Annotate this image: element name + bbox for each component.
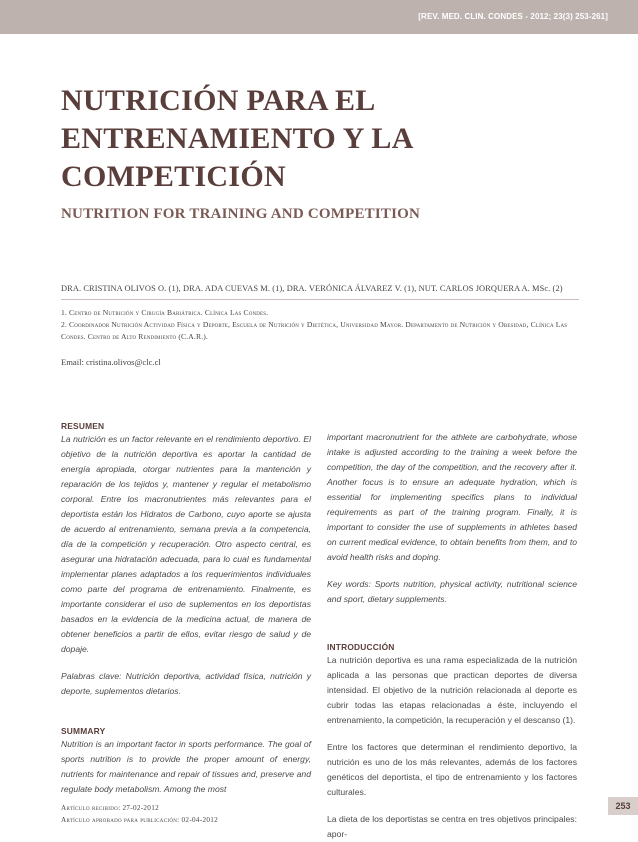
affiliation-item: 2. Coordinador Nutrición Actividad Física y Deporte, Escuela de Nutrición y Dietética, Universidad Mayor. Departamento de Nutrición y Obesidad, Clínica Las Condes. Centro de Alto Rendimiento (C.A.R.). (61, 320, 568, 341)
article-title (61, 82, 531, 196)
contact-email[interactable]: Email: cristina.olivos@clc.cl (61, 357, 161, 367)
right-column (327, 430, 577, 842)
resumen-text: La nutrición es un factor relevante en el rendimiento deportivo. El objetivo de la nutrición deportiva es aportar la cantidad de energía apropiada, otorgar nutrientes para la mantención y reparación de los tejidos y, mantener y regular el metabolismo corporal. Entre los macronutrientes más relevantes para el deportista están los Hidratos de Carbono, cuyo aporte se ajusta de acuerdo al entrenamiento, semana previa a la competencia, día de la competición y recuperación. Otro aspecto central, es asegurar una hidratación adecuada, para lo cual es fundamental implementar planes adaptados a los requerimientos individuales como parte del programa de entrenamiento. Finalmente, es importante considerar el uso de suplementos en los deportistas basados en la evidencia de la medicina actual, de manera de obtener beneficios a partir de ellos, evitar riesgo de salud y de dopaje. (61, 434, 311, 654)
key-words: Key words: Sports nutrition, physical activity, nutritional science and sport, dietary supplements. (327, 579, 577, 604)
journal-reference: [REV. MED. CLIN. CONDES - 2012; 23(3) 253-261] (418, 12, 608, 21)
summary-heading: SUMMARY (61, 726, 106, 736)
title-line: NUTRICIÓN PARA EL (61, 84, 376, 117)
article-dates (61, 802, 218, 826)
author-list: DRA. CRISTINA OLIVOS O. (1), DRA. ADA CUEVAS M. (1), DRA. VERÓNICA ÁLVAREZ V. (1), NUT. CARLOS JORQUERA A. MSc. (2) (61, 284, 563, 293)
approved-date: Artículo aprobado para publicación: 02-04-2012 (61, 816, 219, 824)
page-number: 253 (608, 797, 638, 815)
intro-paragraph: La dieta de los deportistas se centra en tres objetivos principales: apor- (327, 814, 577, 839)
intro-heading: INTRODUCCIÓN (327, 642, 395, 652)
affiliations (61, 307, 581, 343)
palabras-clave: Palabras clave: Nutrición deportiva, actividad física, nutrición y deporte, suplementos dietarios. (61, 671, 311, 696)
left-column (61, 420, 311, 797)
article-subtitle: NUTRITION FOR TRAINING AND COMPETITION (61, 206, 421, 222)
received-date: Artículo recibido: 27-02-2012 (61, 804, 159, 812)
summary-continued: important macronutrient for the athlete are carbohydrate, whose intake is adjusted according to the training a week before the competition, the day of the competition, and the recovery after it. Another focus is to ensure an adequate hydration, which is essential for implementing specifics plans to individual requirements as part of the training program. Finally, it is important to consider the use of supplements in athletes based on current medical evidence, to obtain benefits from them, and to avoid health risks and doping. (327, 432, 577, 562)
journal-header-bar (0, 0, 638, 34)
summary-text: Nutrition is an important factor in sports performance. The goal of sports nutrition is to provide the proper amount of energy, nutrients for maintenance and repair of tissues and, preserve and regulate body metabolism. Among the most (61, 739, 311, 794)
divider (61, 299, 579, 300)
resumen-heading: RESUMEN (61, 421, 105, 431)
title-line: ENTRENAMIENTO Y LA (61, 122, 414, 155)
intro-paragraph: La nutrición deportiva es una rama especializada de la nutrición aplicada a las personas que practican deportes de diversa intensidad. El objetivo de la nutrición relacionada al deporte es cubrir todas las etapas relacionadas a éste, incluyendo el entrenamiento, la competición, la recuperación y el descanso (1). (327, 655, 577, 725)
title-line: COMPETICIÓN (61, 160, 286, 193)
affiliation-item: 1. Centro de Nutrición y Cirugía Bariátrica. Clínica Las Condes. (61, 308, 269, 317)
intro-paragraph: Entre los factores que determinan el rendimiento deportivo, la nutrición es uno de los más relevantes, además de los factores genéticos del deportista, el tipo de entrenamiento y los factores culturales. (327, 742, 577, 797)
